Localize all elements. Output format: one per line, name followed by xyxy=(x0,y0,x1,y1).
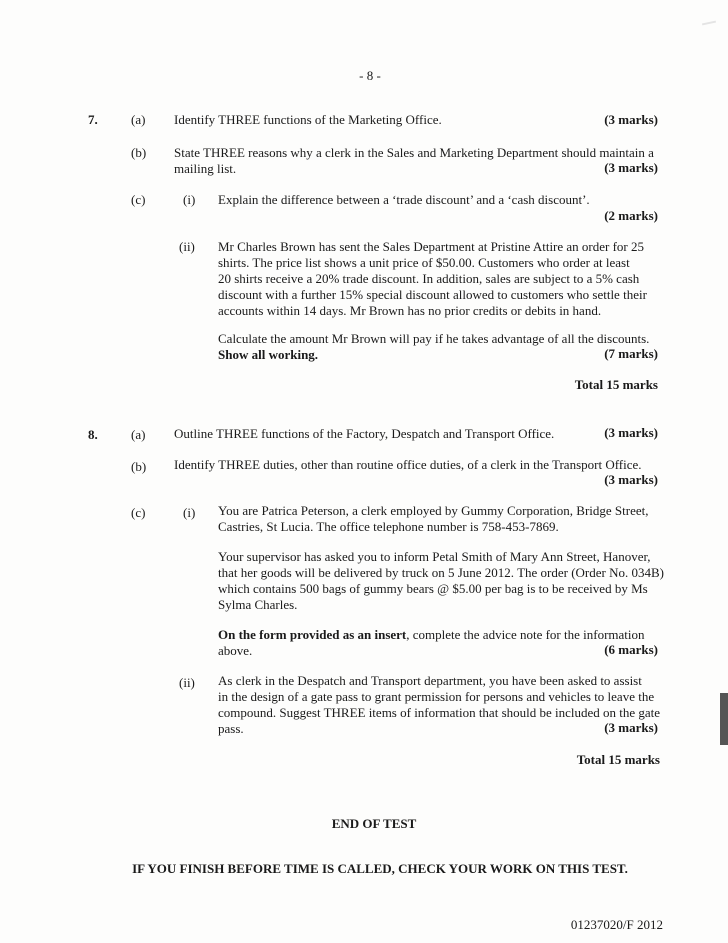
q8ci-form-bold: On the form provided as an insert xyxy=(218,627,407,642)
q7a-label: (a) xyxy=(131,112,146,127)
q7b-label: (b) xyxy=(131,145,147,160)
q8ci-line: You are Patrica Peterson, a clerk employed by Gummy Corporation, Bridge Street, xyxy=(218,503,649,518)
q7b-marks: (3 marks) xyxy=(604,160,658,175)
q8cii-line: compound. Suggest THREE items of information that should be included on the gate xyxy=(218,705,661,720)
q8ci-para1 xyxy=(218,503,663,535)
q8a-text: Outline THREE functions of the Factory, Despatch and Transport Office. xyxy=(174,426,555,441)
q7ci-label: (i) xyxy=(183,192,196,207)
end-of-test: END OF TEST xyxy=(331,816,417,831)
q8b-label: (b) xyxy=(131,459,147,474)
q7cii-paragraph xyxy=(218,239,663,319)
q8cii-marks: (3 marks) xyxy=(604,720,658,735)
q7cii-line: accounts within 14 days. Mr Brown has no prior credits or debits in hand. xyxy=(218,303,602,318)
q7cii-show-working: Show all working. xyxy=(218,347,319,362)
q7ci-text: Explain the difference between a ‘trade discount’ and a ‘cash discount’. xyxy=(218,192,590,207)
q8b-text: Identify THREE duties, other than routine office duties, of a clerk in the Transport Office. xyxy=(174,457,642,472)
q8cii-line: pass. xyxy=(218,721,244,736)
q7cii-line: shirts. The price list shows a unit price of $50.00. Customers who order at least xyxy=(218,255,630,270)
q8-total: Total 15 marks xyxy=(576,752,660,767)
q8ci-form-instruction xyxy=(218,627,645,643)
q8ci-line: that her goods will be delivered by truck on 5 June 2012. The order (Order No. 034B) xyxy=(218,565,664,580)
q7cii-calc: Calculate the amount Mr Brown will pay if he takes advantage of all the discounts. xyxy=(218,331,650,346)
scan-artifact xyxy=(702,21,716,26)
q7-number: 7. xyxy=(88,112,98,127)
q7b-line1: State THREE reasons why a clerk in the Sales and Marketing Department should maintain a xyxy=(174,145,654,160)
q7cii-line: discount with a further 15% special discount allowed to customers who settle their xyxy=(218,287,647,302)
q8cii-line: in the design of a gate pass to grant permission for persons and vehicles to leave the xyxy=(218,689,655,704)
finish-instruction: IF YOU FINISH BEFORE TIME IS CALLED, CHECK YOUR WORK ON THIS TEST. xyxy=(132,861,628,876)
page-number: - 8 - xyxy=(359,68,381,83)
scan-edge-mark xyxy=(720,693,728,745)
q7ci-marks: (2 marks) xyxy=(604,208,658,223)
q8cii-line: As clerk in the Despatch and Transport department, you have been asked to assist xyxy=(218,673,642,688)
q8ci-para2 xyxy=(218,549,663,613)
q7cii-line: 20 shirts receive a 20% trade discount. In addition, sales are subject to a 5% cash xyxy=(218,271,640,286)
q8b-marks: (3 marks) xyxy=(604,472,658,487)
q8c-label: (c) xyxy=(131,505,146,520)
q7c-label: (c) xyxy=(131,192,146,207)
q8a-label: (a) xyxy=(131,427,146,442)
q8ci-line: Your supervisor has asked you to inform Petal Smith of Mary Ann Street, Hanover, xyxy=(218,549,651,564)
q7a-marks: (3 marks) xyxy=(604,112,658,127)
q7b-line2: mailing list. xyxy=(174,161,237,176)
q8ci-form-line2: above. xyxy=(218,643,253,658)
q8ci-line: Castries, St Lucia. The office telephone number is 758-453-7869. xyxy=(218,519,559,534)
q7a-text: Identify THREE functions of the Marketing Office. xyxy=(174,112,442,127)
q8ci-form-rest: , complete the advice note for the information xyxy=(406,627,645,642)
q7cii-label: (ii) xyxy=(179,239,195,254)
q7-total: Total 15 marks xyxy=(574,377,658,392)
q8ci-line: Sylma Charles. xyxy=(218,597,298,612)
q8ci-line: which contains 500 bags of gummy bears @ $5.00 per bag is to be received by Ms xyxy=(218,581,648,596)
paper-code: 01237020/F 2012 xyxy=(570,917,663,932)
q8cii-label: (ii) xyxy=(179,675,195,690)
q7cii-line: Mr Charles Brown has sent the Sales Department at Pristine Attire an order for 25 xyxy=(218,239,645,254)
q7cii-marks: (7 marks) xyxy=(604,346,658,361)
q8ci-marks: (6 marks) xyxy=(604,642,658,657)
q8a-marks: (3 marks) xyxy=(604,425,658,440)
q8ci-label: (i) xyxy=(183,505,196,520)
q8-number: 8. xyxy=(88,427,98,442)
